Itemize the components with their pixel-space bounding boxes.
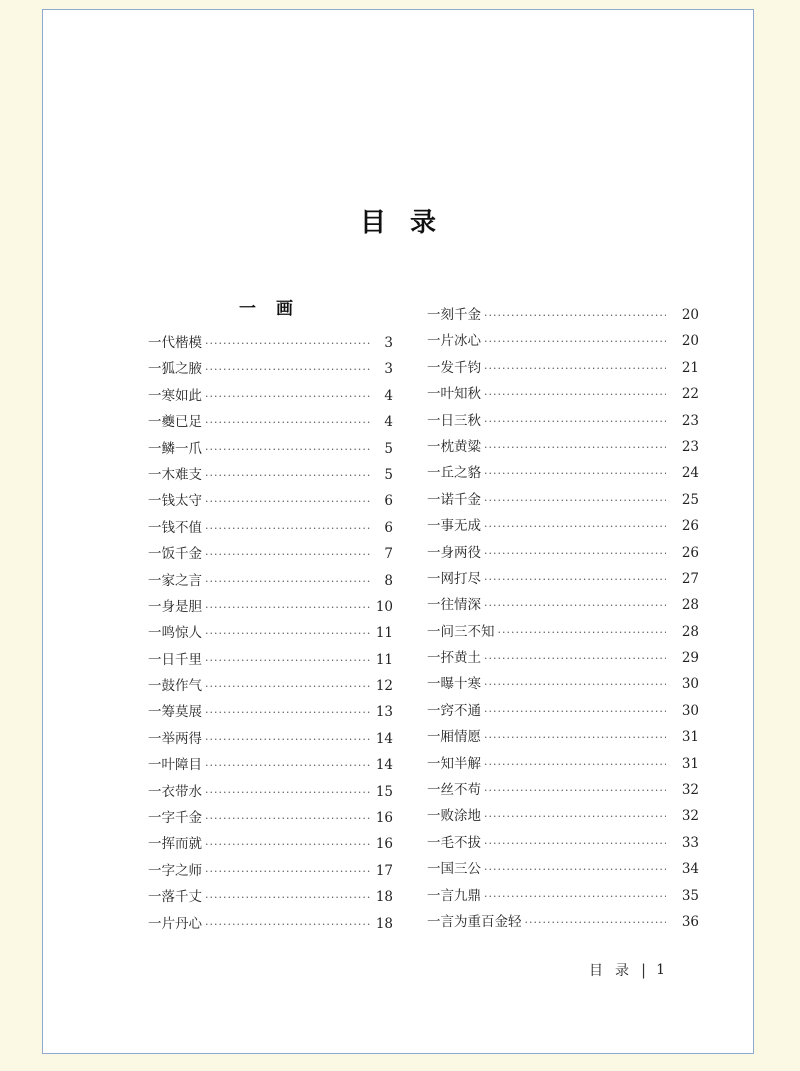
dot-leader: [484, 303, 666, 329]
dot-leader: [205, 516, 372, 542]
toc-entry-title: 一问三不知: [427, 623, 495, 640]
dot-leader: [205, 542, 372, 568]
toc-entry-page: 33: [681, 834, 699, 851]
toc-entry[interactable]: [427, 724, 699, 750]
toc-entry-title: 一诺千金: [427, 491, 481, 508]
dot-leader: [205, 700, 372, 726]
toc-entry[interactable]: [427, 883, 699, 909]
toc-entry[interactable]: [427, 803, 699, 829]
dot-leader: [205, 727, 372, 753]
toc-entry-page: 24: [681, 465, 699, 482]
toc-entry-page: 28: [681, 597, 699, 614]
toc-entry-page: 32: [681, 782, 699, 799]
toc-entry-title: 一往情深: [427, 597, 481, 614]
page-footer: [589, 960, 665, 980]
dot-leader: [484, 488, 666, 514]
dot-leader: [484, 831, 666, 857]
toc-entry-page: 15: [375, 783, 393, 800]
dot-leader: [205, 595, 372, 621]
toc-entry[interactable]: [148, 831, 393, 857]
dot-leader: [205, 753, 372, 779]
toc-entry[interactable]: [427, 302, 699, 328]
toc-entry-title: 一曝十寒: [427, 676, 481, 693]
dot-leader: [205, 674, 372, 700]
toc-entry-page: 3: [384, 335, 393, 351]
dot-leader: [484, 461, 666, 487]
toc-entry-title: 一身是胆: [148, 598, 202, 615]
toc-entry[interactable]: [148, 594, 393, 620]
toc-entry-page: 6: [384, 493, 393, 510]
toc-entry-page: 20: [681, 307, 699, 323]
toc-entry-page: 7: [384, 546, 393, 563]
toc-entry[interactable]: [148, 673, 393, 699]
dot-leader: [205, 384, 372, 410]
book-page: [42, 9, 754, 1054]
toc-entry-title: 一代楷模: [148, 335, 202, 351]
toc-entry[interactable]: [427, 856, 699, 882]
toc-entry-page: 26: [681, 518, 699, 535]
toc-entry[interactable]: [427, 698, 699, 724]
toc-entry[interactable]: [148, 699, 393, 725]
toc-entry-page: 20: [681, 333, 699, 350]
toc-entry-title: 一鼓作气: [148, 678, 202, 695]
toc-entry-page: 29: [681, 650, 699, 667]
toc-entry-title: 一鸣惊人: [148, 625, 202, 642]
toc-entry[interactable]: [148, 356, 393, 382]
toc-entry-page: 31: [681, 755, 699, 772]
dot-leader: [484, 699, 666, 725]
toc-entry-title: 一网打尽: [427, 570, 481, 587]
toc-entry-page: 30: [681, 702, 699, 719]
toc-entry-title: 一叶知秋: [427, 386, 481, 403]
toc-entry-title: 一知半解: [427, 755, 481, 772]
toc-entry-page: 30: [681, 676, 699, 693]
toc-entry-page: 22: [681, 386, 699, 403]
footer-label: 目录: [589, 963, 642, 979]
dot-leader: [205, 463, 372, 489]
toc-entry[interactable]: [427, 328, 699, 354]
toc-entry-page: 5: [384, 466, 393, 483]
dot-leader: [484, 646, 666, 672]
toc-entry-page: 11: [375, 651, 393, 668]
dot-leader: [484, 778, 666, 804]
toc-entry-page: 17: [375, 862, 393, 879]
toc-entry-title: 一发千钧: [427, 359, 481, 376]
toc-entry-title: 一抔黄土: [427, 650, 481, 667]
toc-entry-title: 一挥而就: [148, 836, 202, 853]
toc-entry-page: 14: [375, 757, 393, 774]
toc-entry[interactable]: [148, 409, 393, 435]
toc-entry-page: 32: [681, 808, 699, 825]
toc-entry[interactable]: [427, 777, 699, 803]
toc-entry-title: 一毛不拔: [427, 834, 481, 851]
toc-entry-title: 一日千里: [148, 651, 202, 668]
toc-entry[interactable]: [427, 592, 699, 618]
toc-entry-title: 一狐之腋: [148, 361, 202, 378]
dot-leader: [484, 409, 666, 435]
toc-entry-title: 一片丹心: [148, 915, 202, 932]
toc-entry-page: 23: [681, 438, 699, 455]
footer-separator: |: [641, 961, 647, 979]
dot-leader: [484, 725, 666, 751]
toc-entry-page: 4: [384, 387, 393, 404]
toc-entry-page: 25: [681, 491, 699, 508]
toc-entry-title: 一家之言: [148, 572, 202, 589]
dot-leader: [205, 357, 372, 383]
toc-entry[interactable]: [427, 434, 699, 460]
dot-leader: [484, 672, 666, 698]
toc-entry[interactable]: [148, 462, 393, 488]
toc-entry-title: 一鳞一爪: [148, 440, 202, 457]
toc-entry[interactable]: [148, 752, 393, 778]
dot-leader: [205, 832, 372, 858]
toc-entry[interactable]: [148, 779, 393, 805]
toc-entry-title: 一丘之貉: [427, 465, 481, 482]
toc-entry-title: 一厢情愿: [427, 729, 481, 746]
toc-entry-page: 18: [375, 889, 393, 906]
toc-entry-title: 一言九鼎: [427, 887, 481, 904]
toc-entry-page: 28: [681, 623, 699, 640]
toc-entry-title: 一日三秋: [427, 412, 481, 429]
toc-entry[interactable]: [148, 488, 393, 514]
toc-entry[interactable]: [427, 487, 699, 513]
toc-entry[interactable]: [427, 671, 699, 697]
toc-entry-title: 一枕黄粱: [427, 438, 481, 455]
toc-entry[interactable]: [148, 515, 393, 541]
toc-entry-page: 35: [681, 887, 699, 904]
dot-leader: [484, 329, 666, 355]
toc-entry-page: 16: [375, 836, 393, 853]
dot-leader: [484, 356, 666, 382]
toc-entry-title: 一叶障目: [148, 757, 202, 774]
toc-entry[interactable]: [148, 884, 393, 910]
page-title: 目录: [359, 208, 460, 238]
dot-leader: [484, 804, 666, 830]
toc-entry-page: 18: [375, 915, 393, 932]
toc-entry-page: 27: [681, 570, 699, 587]
toc-entry-page: 31: [681, 729, 699, 746]
toc-entry-page: 16: [375, 810, 393, 827]
dot-leader: [484, 382, 666, 408]
toc-entry-title: 一事无成: [427, 518, 481, 535]
dot-leader: [484, 593, 666, 619]
toc-entry[interactable]: [148, 383, 393, 409]
toc-entry-page: 12: [375, 678, 393, 695]
toc-entry-title: 一钱不值: [148, 519, 202, 536]
dot-leader: [484, 514, 666, 540]
toc-entry[interactable]: [148, 436, 393, 462]
toc-entry-page: 10: [375, 598, 393, 615]
toc-entry-title: 一片冰心: [427, 333, 481, 350]
toc-entry[interactable]: [148, 620, 393, 646]
toc-entry-title: 一刻千金: [427, 307, 481, 323]
toc-entry-title: 一败涂地: [427, 808, 481, 825]
toc-entry-page: 34: [681, 861, 699, 878]
toc-entry[interactable]: [148, 726, 393, 752]
toc-entry-title: 一字千金: [148, 810, 202, 827]
toc-entry-page: 8: [384, 572, 393, 589]
toc-entry-page: 36: [681, 913, 699, 930]
dot-leader: [484, 884, 666, 910]
section-heading: 一画: [239, 299, 313, 319]
toc-entry-title: 一国三公: [427, 861, 481, 878]
toc-entry-page: 26: [681, 544, 699, 561]
footer-page-number: 1: [656, 962, 665, 978]
toc-entry[interactable]: [427, 751, 699, 777]
toc-entry[interactable]: [427, 355, 699, 381]
dot-leader: [205, 437, 372, 463]
toc-entry[interactable]: [148, 858, 393, 884]
dot-leader: [205, 569, 372, 595]
toc-entry-title: 一饭千金: [148, 546, 202, 563]
toc-entry[interactable]: [148, 647, 393, 673]
toc-entry[interactable]: [427, 408, 699, 434]
toc-entry[interactable]: [427, 566, 699, 592]
toc-entry[interactable]: [148, 541, 393, 567]
dot-leader: [205, 410, 372, 436]
dot-leader: [525, 910, 667, 936]
toc-entry-title: 一落千丈: [148, 889, 202, 906]
toc-entry-page: 21: [681, 359, 699, 376]
dot-leader: [484, 752, 666, 778]
toc-entry-title: 一字之师: [148, 862, 202, 879]
dot-leader: [205, 331, 372, 357]
toc-entry-page: 14: [375, 730, 393, 747]
toc-left-column: [148, 330, 393, 937]
toc-entry-title: 一钱太守: [148, 493, 202, 510]
toc-entry[interactable]: [427, 513, 699, 539]
dot-leader: [205, 648, 372, 674]
toc-entry-page: 23: [681, 412, 699, 429]
dot-leader: [205, 489, 372, 515]
dot-leader: [484, 541, 666, 567]
dot-leader: [484, 567, 666, 593]
dot-leader: [205, 621, 372, 647]
toc-entry-title: 一夔已足: [148, 414, 202, 431]
toc-entry-title: 一筹莫展: [148, 704, 202, 721]
toc-entry-title: 一寒如此: [148, 387, 202, 404]
toc-right-column: [427, 302, 699, 935]
toc-entry[interactable]: [148, 805, 393, 831]
dot-leader: [205, 859, 372, 885]
toc-entry[interactable]: [148, 568, 393, 594]
dot-leader: [498, 620, 667, 646]
toc-entry[interactable]: [148, 330, 393, 356]
toc-entry-page: 5: [384, 440, 393, 457]
toc-entry-title: 一身两役: [427, 544, 481, 561]
dot-leader: [484, 435, 666, 461]
toc-entry-title: 一举两得: [148, 730, 202, 747]
toc-entry[interactable]: [427, 830, 699, 856]
toc-entry-title: 一丝不苟: [427, 782, 481, 799]
toc-entry-title: 一木难支: [148, 466, 202, 483]
dot-leader: [205, 806, 372, 832]
toc-entry[interactable]: [427, 381, 699, 407]
toc-entry-page: 4: [384, 414, 393, 431]
toc-entry-title: 一言为重百金轻: [427, 913, 522, 930]
toc-entry[interactable]: [427, 460, 699, 486]
toc-entry-title: 一衣带水: [148, 783, 202, 800]
toc-entry[interactable]: [148, 911, 393, 937]
toc-entry-page: 3: [384, 361, 393, 378]
toc-entry-title: 一窍不通: [427, 702, 481, 719]
dot-leader: [205, 780, 372, 806]
toc-entry[interactable]: [427, 645, 699, 671]
toc-entry[interactable]: [427, 540, 699, 566]
toc-entry[interactable]: [427, 909, 699, 935]
toc-entry[interactable]: [427, 619, 699, 645]
toc-entry-page: 13: [375, 704, 393, 721]
dot-leader: [205, 885, 372, 911]
dot-leader: [484, 857, 666, 883]
toc-entry-page: 11: [375, 625, 393, 642]
toc-entry-page: 6: [384, 519, 393, 536]
dot-leader: [205, 912, 372, 938]
